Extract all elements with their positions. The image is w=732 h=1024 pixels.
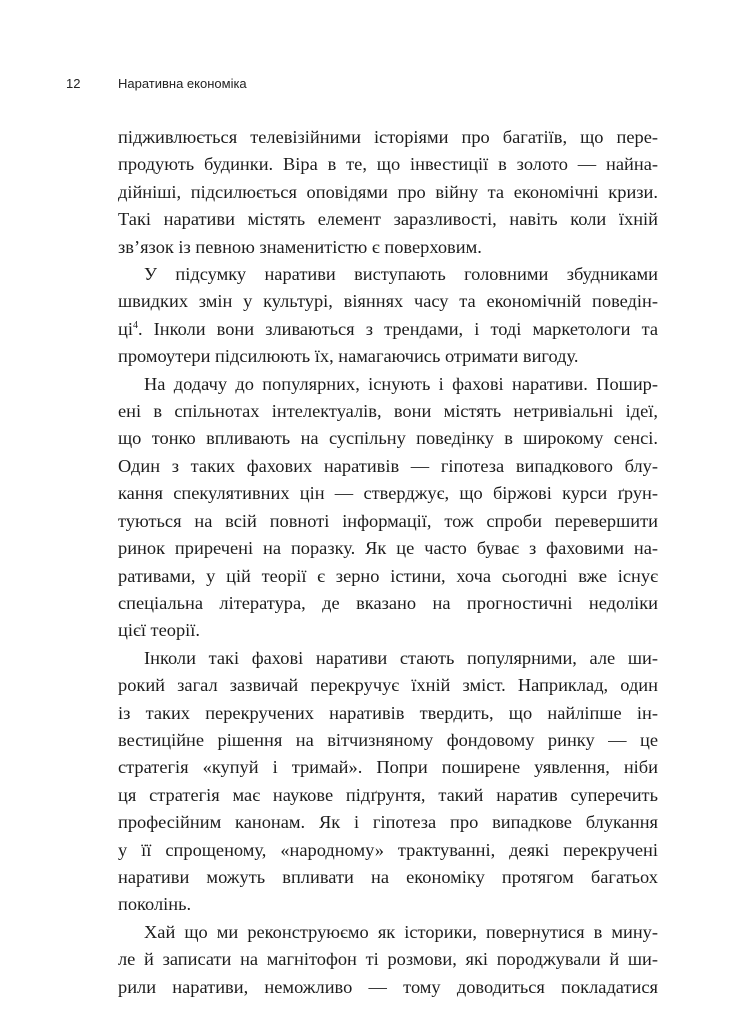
paragraph-3	[118, 371, 658, 645]
text-line: у її спрощеному, «народному» трактуванні, деякі перекручені	[118, 839, 658, 860]
text-line: зв’язок із певною знаменитістю є поверховим.	[118, 236, 482, 257]
text-line: стратегія «купуй і тримай». Попри поширене уявлення, ніби	[118, 757, 658, 778]
text-line: Такі наративи містять елемент заразливості, навіть коли їхній	[118, 209, 658, 230]
footnote-marker[interactable]: 4	[132, 319, 138, 331]
text-line: ринок приречені на поразку. Як це часто буває з фаховими на-	[118, 538, 658, 559]
text-line: У підсумку наративи виступають головними збудниками	[144, 264, 658, 285]
text-line: Інколи такі фахові наративи стають популярними, але ши-	[144, 647, 658, 668]
text-line: підживлюється телевізійними історіями про багатіїв, що пере-	[118, 127, 658, 147]
page-number: 12	[66, 76, 81, 91]
running-title: Наративна економіка	[118, 76, 247, 91]
paragraph-1	[118, 124, 658, 261]
text-line: що тонко впливають на суспільну поведінку в широкому сенсі.	[118, 428, 658, 449]
text-line: із таких перекручених наративів твердить, що найліпше ін-	[118, 702, 658, 723]
text-line: Хай що ми реконструюємо як історики, повернутися в мину-	[144, 921, 658, 942]
text-line: туються на всій повноті інформації, тож спроби перевершити	[118, 510, 658, 531]
text-line: ені в спільнотах інтелектуалів, вони містять нетривіальні ідеї,	[118, 401, 658, 422]
running-header	[66, 76, 247, 91]
body-text	[118, 124, 658, 1001]
text-line: На додачу до популярних, існують і фахові наративи. Пошир-	[144, 373, 658, 394]
text-line: ця стратегія має наукове підґрунтя, такий наратив суперечить	[118, 784, 658, 805]
text-line: наративи можуть впливати на економіку протягом багатьох	[118, 866, 658, 887]
text-fragment: . Інколи вони зливаються з трендами, і тоді маркетологи та	[137, 318, 658, 339]
text-line: ле й записати на магнітофон ті розмови, які породжували й ши-	[118, 949, 658, 970]
paragraph-4	[118, 645, 658, 919]
text-line: спеціальна література, де вказано на прогностичні недоліки	[118, 592, 658, 613]
paragraph-2	[118, 261, 658, 371]
text-line: поколінь.	[118, 894, 192, 915]
text-line: продують будинки. Віра в те, що інвестиції в золото — найна-	[118, 154, 658, 175]
text-line: промоутери підсилюють їх, намагаючись отримати вигоду.	[118, 346, 579, 367]
text-line: вестиційне рішення на вітчизняному фондовому ринку — це	[118, 729, 658, 750]
text-line: професійним канонам. Як і гіпотеза про випадкове блукання	[118, 812, 658, 833]
text-line	[118, 316, 658, 343]
text-line: кання спекулятивних цін — стверджує, що біржові курси ґрун-	[118, 483, 658, 504]
text-line: цієї теорії.	[118, 620, 200, 641]
text-line: рокий загал зазвичай перекручує їхній зміст. Наприклад, один	[118, 675, 658, 696]
text-line: дійніші, підсилюється оповідями про війну та економічні кризи.	[118, 181, 658, 202]
text-line: рили наративи, неможливо — тому доводиться покладатися	[118, 976, 658, 997]
text-fragment: ці	[118, 318, 133, 339]
paragraph-5	[118, 919, 658, 1001]
text-line: швидких змін у культурі, віяннях часу та економічній поведін-	[118, 291, 658, 312]
text-line: ративами, у цій теорії є зерно істини, хоча сьогодні вже існує	[118, 565, 658, 586]
text-line: Один з таких фахових наративів — гіпотеза випадкового блу-	[118, 455, 658, 476]
